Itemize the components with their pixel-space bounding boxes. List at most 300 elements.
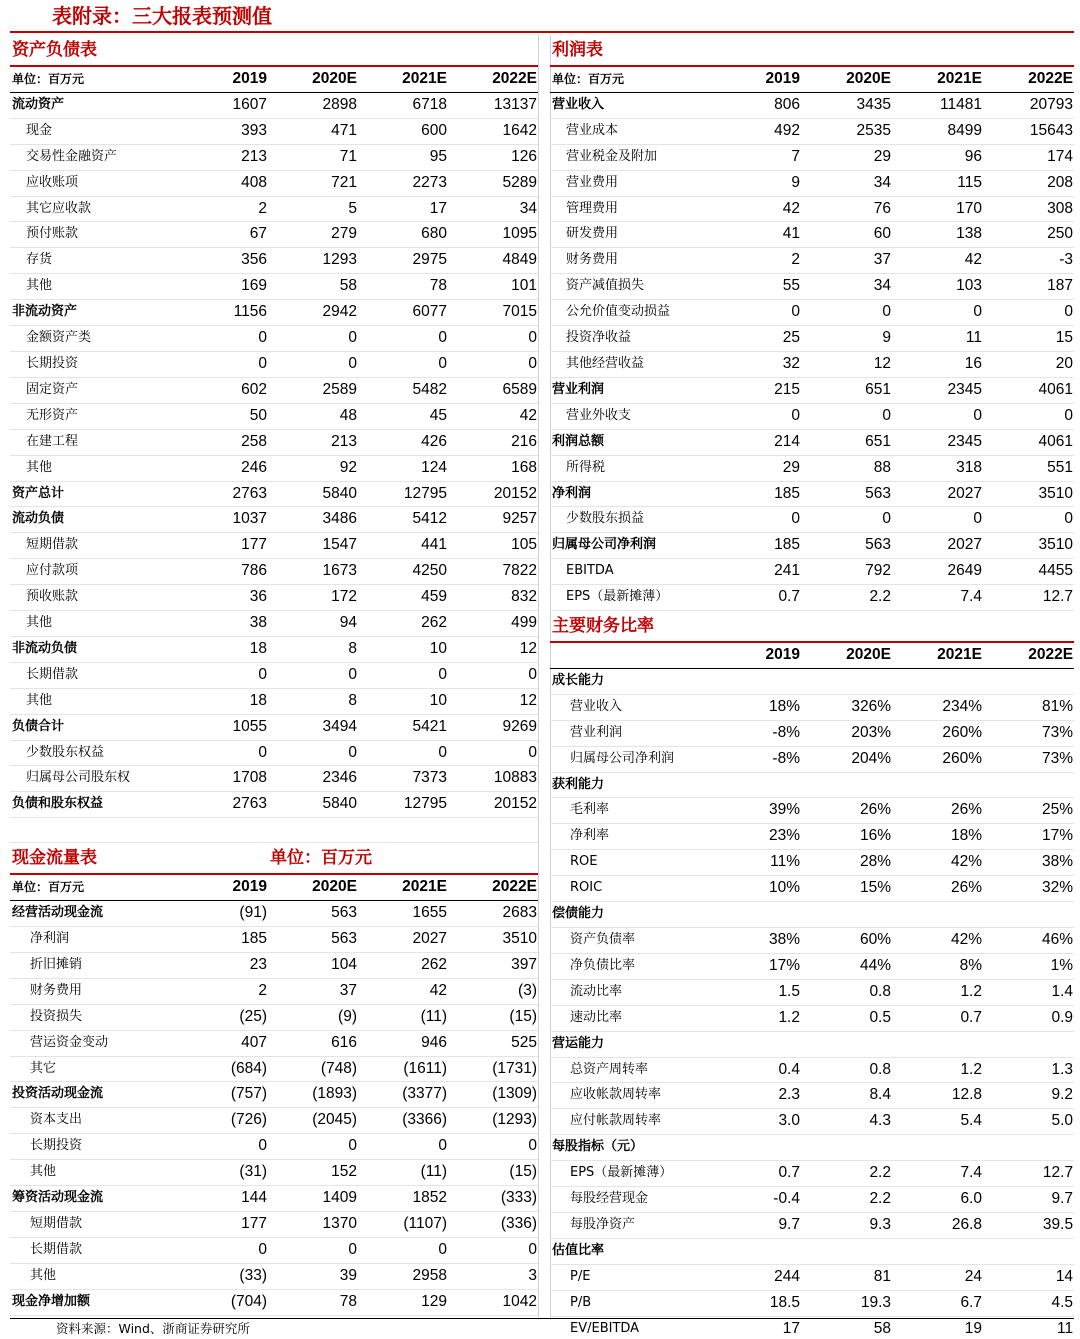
year-header: 2019 [710, 66, 801, 92]
row-value: 0.8 [801, 979, 892, 1005]
row-label: 负债和股东权益 [10, 792, 178, 818]
row-value: 60% [801, 928, 892, 954]
row-value: -8% [710, 720, 801, 746]
row-value: 1409 [268, 1186, 358, 1212]
row-value: 1037 [178, 507, 268, 533]
row-value: 24 [892, 1264, 983, 1290]
row-value: 8 [268, 636, 358, 662]
row-label: 流动负债 [10, 507, 178, 533]
title-rule [10, 31, 1074, 33]
row-value: 6589 [448, 377, 538, 403]
table-row [550, 429, 1074, 455]
right-panel [550, 35, 1074, 1337]
row-value: 42% [892, 928, 983, 954]
row-value: (3377) [358, 1082, 448, 1108]
cash-flow-title-label: 现金流量表 [10, 843, 178, 874]
row-label: 每股净资产 [550, 1212, 710, 1238]
row-value: 29 [801, 144, 892, 170]
row-value: 12795 [358, 481, 448, 507]
row-value: 0.7 [710, 585, 801, 611]
year-header: 2022E [448, 874, 538, 900]
row-label: 投资净收益 [550, 326, 710, 352]
row-value: 407 [178, 1030, 268, 1056]
row-value: 2 [178, 978, 268, 1004]
row-label: 固定资产 [10, 377, 178, 403]
row-label: 管理费用 [550, 196, 710, 222]
row-value: 39.5 [983, 1212, 1074, 1238]
unit-label: 单位：百万元 [10, 66, 178, 92]
row-label: 其他 [10, 455, 178, 481]
row-value: 0 [358, 326, 448, 352]
row-label: 总资产周转率 [550, 1057, 710, 1083]
row-value: 42 [358, 978, 448, 1004]
row-value: 5.0 [983, 1109, 1074, 1135]
row-value: 0.9 [983, 1005, 1074, 1031]
balance-sheet-title [10, 35, 538, 66]
income-statement-table [550, 35, 1074, 611]
row-value: 1.3 [983, 1057, 1074, 1083]
row-value: 23% [710, 824, 801, 850]
row-label: 长期投资 [10, 1134, 178, 1160]
row-label: 应收账项 [10, 170, 178, 196]
table-row [550, 1031, 1074, 1057]
cash-flow-table [10, 843, 538, 1339]
row-value: 1.2 [892, 979, 983, 1005]
row-value: 4061 [983, 429, 1074, 455]
row-value: 12 [448, 688, 538, 714]
row-label: 长期借款 [10, 662, 178, 688]
row-value: 37 [801, 248, 892, 274]
row-value: 616 [268, 1030, 358, 1056]
row-value: 1042 [448, 1289, 538, 1315]
row-value: 10 [358, 636, 448, 662]
row-value: 18.5 [710, 1290, 801, 1316]
table-row [10, 455, 538, 481]
row-value: 177 [178, 533, 268, 559]
year-header: 2020E [801, 66, 892, 92]
year-header: 2019 [178, 66, 268, 92]
row-label: P/E [550, 1264, 710, 1290]
row-value: 2898 [268, 92, 358, 118]
row-value: -3 [983, 248, 1074, 274]
table-row [550, 144, 1074, 170]
row-label: ROE [550, 850, 710, 876]
row-value: 16% [801, 824, 892, 850]
row-value: 0.5 [801, 1005, 892, 1031]
row-value: 393 [178, 118, 268, 144]
row-value: 50 [178, 403, 268, 429]
row-value: 0 [983, 507, 1074, 533]
row-value: 20152 [448, 792, 538, 818]
table-row [550, 1083, 1074, 1109]
row-label: 预付账款 [10, 222, 178, 248]
table-row [10, 952, 538, 978]
empty-cell [448, 818, 538, 843]
row-value: 1.2 [892, 1057, 983, 1083]
empty-cell [358, 818, 448, 843]
table-row [550, 1264, 1074, 1290]
row-value: 185 [178, 926, 268, 952]
row-value: 216 [448, 429, 538, 455]
row-value: 6.7 [892, 1290, 983, 1316]
row-label: 营业利润 [550, 377, 710, 403]
row-value: 3510 [983, 533, 1074, 559]
row-label: 经营活动现金流 [10, 901, 178, 927]
row-label: 现金 [10, 118, 178, 144]
row-value: 48 [268, 403, 358, 429]
row-value: 2345 [892, 377, 983, 403]
row-value: 0.4 [710, 1057, 801, 1083]
table-row [550, 824, 1074, 850]
row-label: 应付款项 [10, 559, 178, 585]
table-row [10, 481, 538, 507]
row-value: 0 [358, 1134, 448, 1160]
row-label: 成长能力 [550, 668, 710, 694]
row-label: 折旧摊销 [10, 952, 178, 978]
income-statement-title-label: 利润表 [550, 35, 1074, 66]
row-value: (3) [448, 978, 538, 1004]
table-row [10, 1211, 538, 1237]
row-value: (333) [448, 1186, 538, 1212]
row-value: (1293) [448, 1108, 538, 1134]
row-value: 0 [358, 351, 448, 377]
table-row [550, 953, 1074, 979]
row-value: 18 [178, 636, 268, 662]
row-value: 397 [448, 952, 538, 978]
row-label: EV/EBITDA [550, 1316, 710, 1339]
row-value: 32% [983, 876, 1074, 902]
row-value: 8499 [892, 118, 983, 144]
empty-cell [448, 843, 538, 874]
row-value: 42% [892, 850, 983, 876]
row-value: 7.4 [892, 1161, 983, 1187]
row-value: 12 [448, 636, 538, 662]
row-value: 2.2 [801, 585, 892, 611]
table-row [550, 92, 1074, 118]
row-value: 260% [892, 720, 983, 746]
empty-cell [178, 843, 268, 874]
row-value: 9257 [448, 507, 538, 533]
row-value: 525 [448, 1030, 538, 1056]
row-value: 0.8 [801, 1057, 892, 1083]
row-label: EBITDA [550, 559, 710, 585]
row-value: 471 [268, 118, 358, 144]
row-value: 23 [178, 952, 268, 978]
row-label: 筹资活动现金流 [10, 1186, 178, 1212]
row-value: 2027 [892, 481, 983, 507]
row-value: 39 [268, 1263, 358, 1289]
row-label: 非流动资产 [10, 300, 178, 326]
row-value: 1.2 [710, 1005, 801, 1031]
row-label: 其他经营收益 [550, 351, 710, 377]
year-header: 2019 [710, 642, 801, 668]
row-value: 1852 [358, 1186, 448, 1212]
table-row [550, 403, 1074, 429]
row-value [983, 902, 1074, 928]
row-value: 208 [983, 170, 1074, 196]
row-value: 680 [358, 222, 448, 248]
row-value: 203% [801, 720, 892, 746]
row-value: 8% [892, 953, 983, 979]
row-value: 9.2 [983, 1083, 1074, 1109]
row-value: 17% [983, 824, 1074, 850]
row-value: 26% [892, 876, 983, 902]
row-value: 44% [801, 953, 892, 979]
row-value: 9.7 [983, 1187, 1074, 1213]
row-label: P/B [550, 1290, 710, 1316]
row-value: 17 [710, 1316, 801, 1339]
row-value: (15) [448, 1160, 538, 1186]
row-value: 1.4 [983, 979, 1074, 1005]
row-value: 6077 [358, 300, 448, 326]
row-label: 无形资产 [10, 403, 178, 429]
row-value: 246 [178, 455, 268, 481]
row-value: 95 [358, 144, 448, 170]
row-value: 172 [268, 585, 358, 611]
table-row [550, 1005, 1074, 1031]
row-value [983, 1135, 1074, 1161]
row-value: 2 [178, 196, 268, 222]
table-row [550, 222, 1074, 248]
table-row [10, 144, 538, 170]
row-value: 0 [983, 403, 1074, 429]
row-value: 39% [710, 798, 801, 824]
row-label: 利润总额 [550, 429, 710, 455]
row-value: 15 [983, 326, 1074, 352]
row-value: 806 [710, 92, 801, 118]
row-value [892, 1031, 983, 1057]
row-value [801, 1135, 892, 1161]
row-label: 归属母公司净利润 [550, 533, 710, 559]
row-value: -8% [710, 746, 801, 772]
row-value: 144 [178, 1186, 268, 1212]
row-label: 毛利率 [550, 798, 710, 824]
blank-row [10, 818, 538, 843]
table-row [10, 326, 538, 352]
row-value: 12 [801, 351, 892, 377]
row-value: 1655 [358, 901, 448, 927]
row-label: 研发费用 [550, 222, 710, 248]
table-row [550, 481, 1074, 507]
row-value: 7015 [448, 300, 538, 326]
row-value: 0.7 [710, 1161, 801, 1187]
row-value: 5.4 [892, 1109, 983, 1135]
table-row [550, 1212, 1074, 1238]
row-value: 19 [892, 1316, 983, 1339]
row-value: 10% [710, 876, 801, 902]
table-row [10, 792, 538, 818]
row-value [710, 1238, 801, 1264]
table-row [10, 274, 538, 300]
row-value: 0 [178, 740, 268, 766]
table-row [10, 118, 538, 144]
row-value: 104 [268, 952, 358, 978]
row-value: 426 [358, 429, 448, 455]
row-value: 9 [801, 326, 892, 352]
table-row [550, 1109, 1074, 1135]
table-row [550, 694, 1074, 720]
row-value: 126 [448, 144, 538, 170]
row-value: 279 [268, 222, 358, 248]
row-value: 42 [448, 403, 538, 429]
row-label: 投资活动现金流 [10, 1082, 178, 1108]
row-label: 少数股东损益 [550, 507, 710, 533]
table-row [550, 798, 1074, 824]
row-value: (726) [178, 1108, 268, 1134]
row-value: 318 [892, 455, 983, 481]
row-value: 103 [892, 274, 983, 300]
table-row [550, 746, 1074, 772]
table-row [550, 1135, 1074, 1161]
table-row [10, 1160, 538, 1186]
row-value: (91) [178, 901, 268, 927]
row-label: 净负债比率 [550, 953, 710, 979]
row-value: 41 [710, 222, 801, 248]
row-value: 1547 [268, 533, 358, 559]
row-label: 归属母公司股东权 [10, 766, 178, 792]
row-value: 3510 [983, 481, 1074, 507]
row-value: 4.5 [983, 1290, 1074, 1316]
row-label: 营业利润 [550, 720, 710, 746]
row-value: (1731) [448, 1056, 538, 1082]
row-value: 2345 [892, 429, 983, 455]
row-value: 215 [710, 377, 801, 403]
row-value: 18% [892, 824, 983, 850]
row-value: 25% [983, 798, 1074, 824]
year-header: 2021E [892, 66, 983, 92]
row-value: 38 [178, 611, 268, 637]
row-value: 5840 [268, 481, 358, 507]
row-value: 602 [178, 377, 268, 403]
row-value: 78 [358, 274, 448, 300]
empty-cell [10, 818, 178, 843]
table-row [550, 1290, 1074, 1316]
row-value: 5421 [358, 714, 448, 740]
empty-cell [268, 818, 358, 843]
row-value: 262 [358, 611, 448, 637]
row-label: 营业收入 [550, 92, 710, 118]
row-value [892, 1238, 983, 1264]
row-label: 应付帐款周转率 [550, 1109, 710, 1135]
row-label: 流动资产 [10, 92, 178, 118]
balance-sheet-title-label: 资产负债表 [10, 35, 538, 66]
row-value: 4250 [358, 559, 448, 585]
row-label: 公允价值变动损益 [550, 300, 710, 326]
row-value: 2273 [358, 170, 448, 196]
row-value: 7 [710, 144, 801, 170]
row-value [710, 1031, 801, 1057]
table-row [10, 377, 538, 403]
row-value: 14 [983, 1264, 1074, 1290]
table-row [10, 714, 538, 740]
row-value: 17 [358, 196, 448, 222]
row-label: 其它应收款 [10, 196, 178, 222]
row-label: 交易性金融资产 [10, 144, 178, 170]
row-value: 26% [892, 798, 983, 824]
row-value: 250 [983, 222, 1074, 248]
row-value: 600 [358, 118, 448, 144]
row-value: 1673 [268, 559, 358, 585]
row-value: 721 [268, 170, 358, 196]
row-value: 0 [710, 507, 801, 533]
table-row [10, 740, 538, 766]
row-value: (9) [268, 1004, 358, 1030]
row-value [710, 772, 801, 798]
unit-label: 单位：百万元 [550, 66, 710, 92]
row-value: 8.4 [801, 1083, 892, 1109]
row-value: 38% [983, 850, 1074, 876]
row-label: 长期投资 [10, 351, 178, 377]
row-label: 营业成本 [550, 118, 710, 144]
row-value: 60 [801, 222, 892, 248]
row-label: 每股经营现金 [550, 1187, 710, 1213]
row-value: 6.0 [892, 1187, 983, 1213]
table-row [10, 1056, 538, 1082]
row-value: 5 [268, 196, 358, 222]
row-value: 2535 [801, 118, 892, 144]
row-value [801, 902, 892, 928]
row-value: 0 [358, 1237, 448, 1263]
row-value: 19.3 [801, 1290, 892, 1316]
row-value: 2975 [358, 248, 448, 274]
row-value: 3494 [268, 714, 358, 740]
row-value: 94 [268, 611, 358, 637]
row-value [983, 772, 1074, 798]
table-row [10, 611, 538, 637]
row-value: 16 [892, 351, 983, 377]
row-value: (11) [358, 1160, 448, 1186]
row-value: 244 [710, 1264, 801, 1290]
row-value: 92 [268, 455, 358, 481]
row-value: 946 [358, 1030, 448, 1056]
table-row [550, 772, 1074, 798]
row-value: 88 [801, 455, 892, 481]
row-value: 73% [983, 720, 1074, 746]
row-value: 0 [801, 507, 892, 533]
row-value: 213 [268, 429, 358, 455]
row-value [801, 772, 892, 798]
row-label: 资产减值损失 [550, 274, 710, 300]
table-row [550, 876, 1074, 902]
row-value: 185 [710, 481, 801, 507]
row-value: 187 [983, 274, 1074, 300]
row-value: 42 [892, 248, 983, 274]
row-value: 258 [178, 429, 268, 455]
row-value: 9.7 [710, 1212, 801, 1238]
table-row [550, 377, 1074, 403]
row-value: 185 [710, 533, 801, 559]
row-value: 36 [178, 585, 268, 611]
row-value: 356 [178, 248, 268, 274]
row-value: 651 [801, 377, 892, 403]
year-header-row [550, 642, 1074, 668]
table-row [10, 1082, 538, 1108]
row-label: 应收帐款周转率 [550, 1083, 710, 1109]
row-value: 1156 [178, 300, 268, 326]
row-value: 12.7 [983, 585, 1074, 611]
table-row [550, 1057, 1074, 1083]
table-row [550, 979, 1074, 1005]
row-value: 10883 [448, 766, 538, 792]
row-value: 792 [801, 559, 892, 585]
row-value: 42 [710, 196, 801, 222]
row-value: 260% [892, 746, 983, 772]
row-value: 0 [178, 1134, 268, 1160]
row-value: 408 [178, 170, 268, 196]
row-label: 财务费用 [10, 978, 178, 1004]
row-label: EPS（最新摊薄） [550, 585, 710, 611]
year-header: 2020E [801, 642, 892, 668]
